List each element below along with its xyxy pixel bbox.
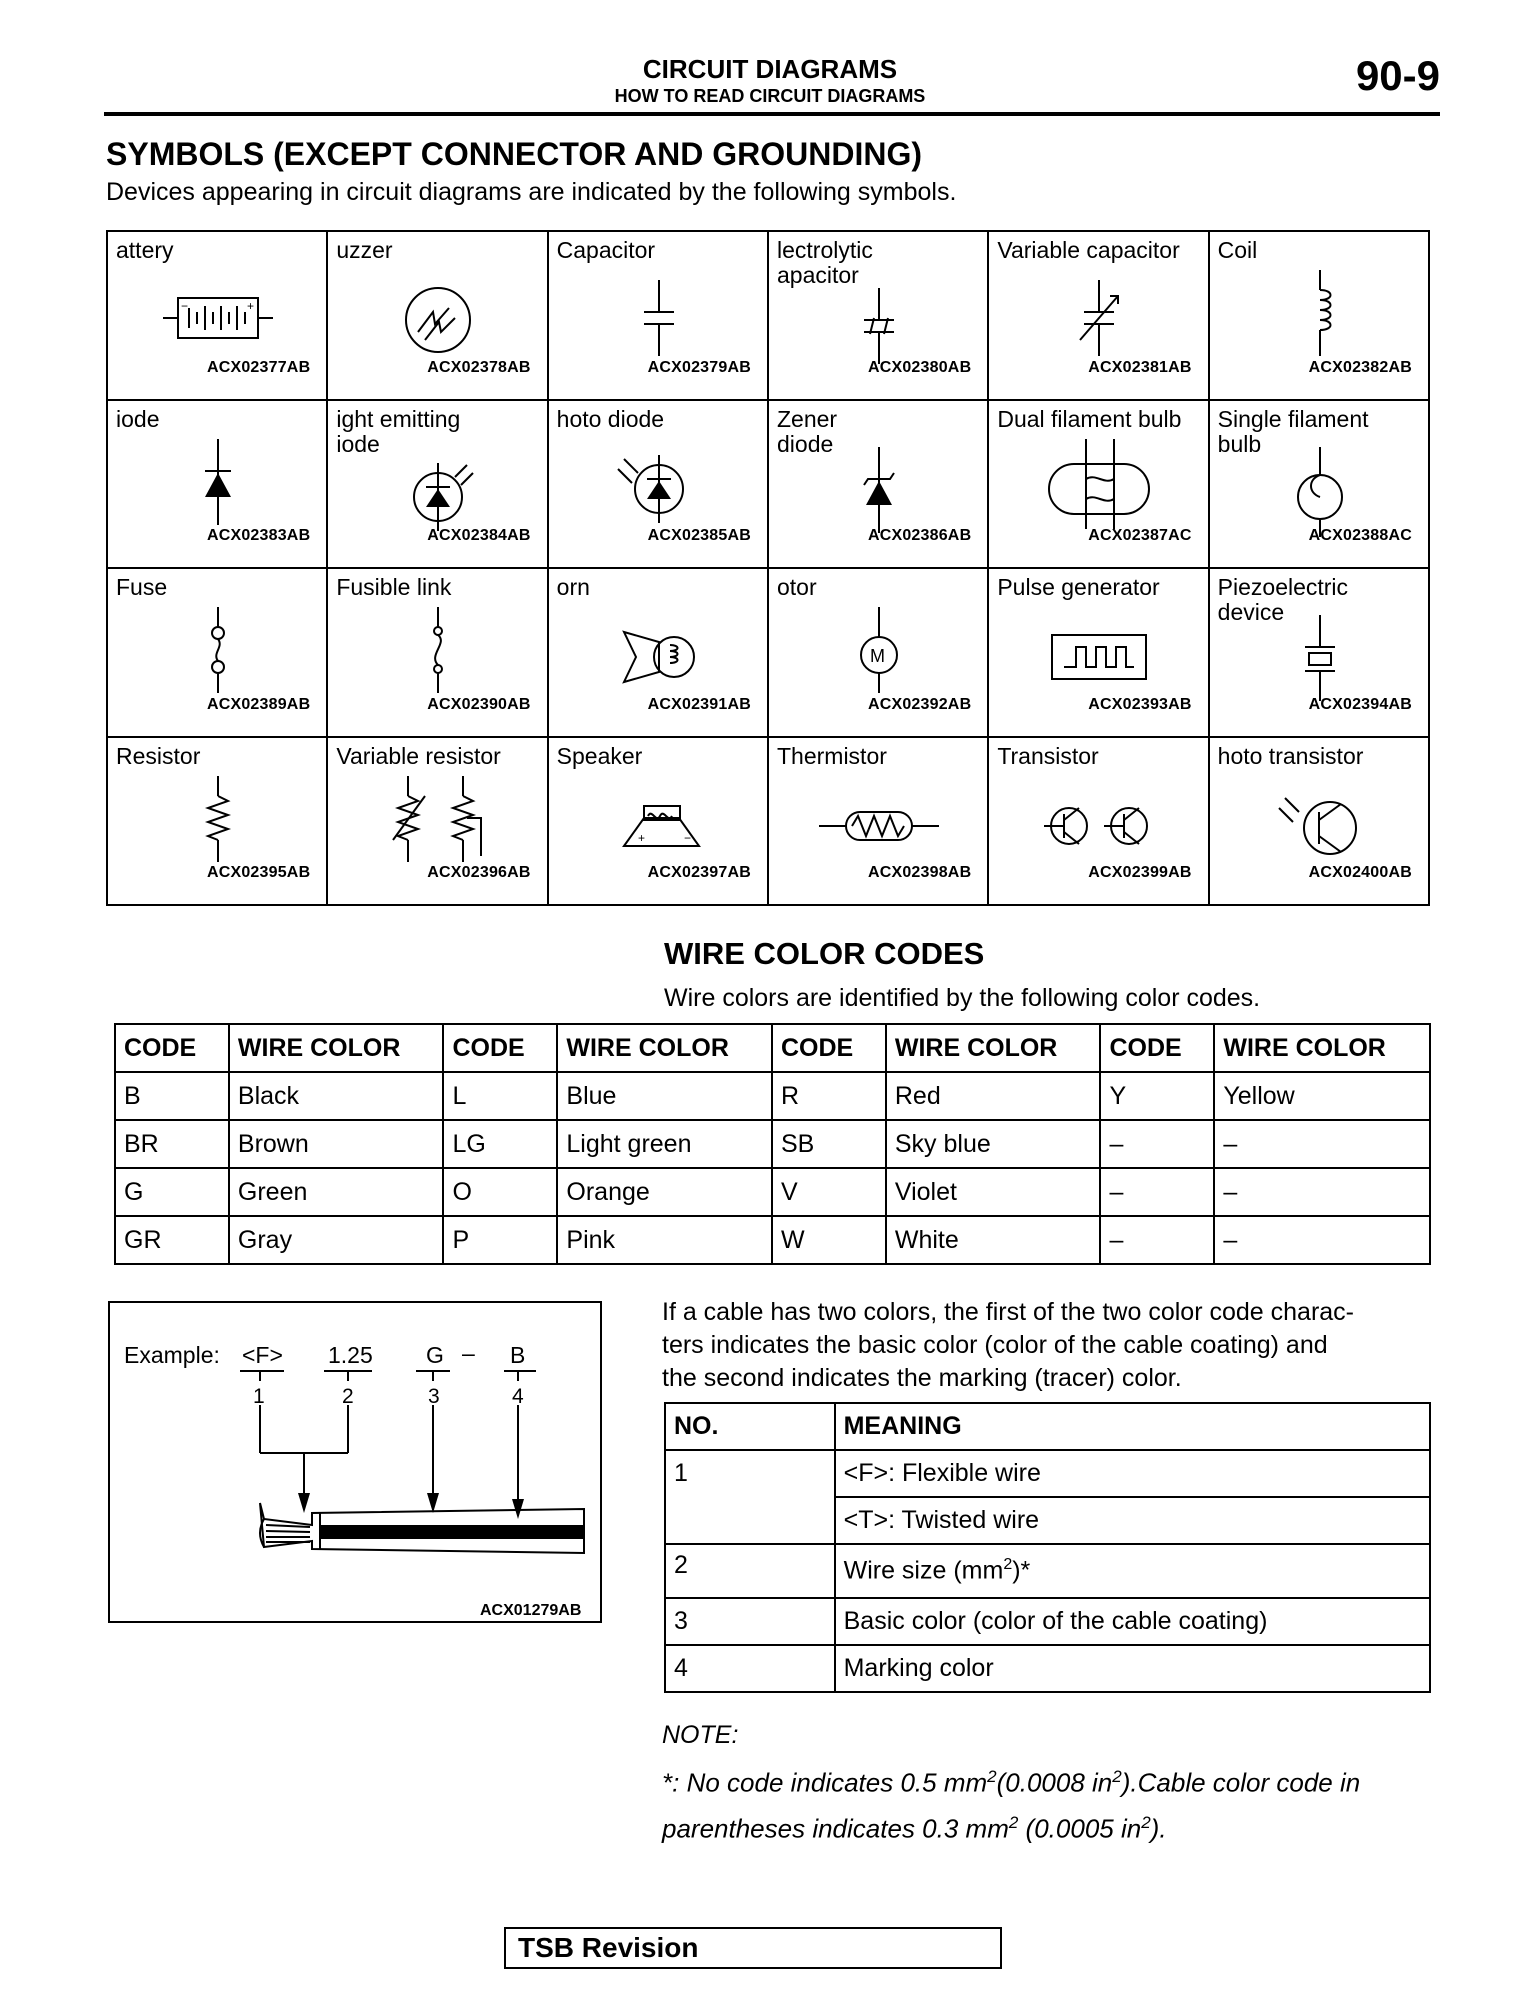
example-part-4: B — [510, 1342, 526, 1368]
symbol-name: iode — [116, 405, 160, 432]
table-cell: G — [115, 1168, 229, 1216]
speaker-icon — [584, 766, 734, 872]
example-number-1: 1 — [253, 1385, 265, 1408]
example-label: Example: — [124, 1342, 220, 1368]
symbol-cell — [549, 232, 769, 401]
column-header: NO. — [665, 1403, 835, 1450]
table-cell: <F>: Flexible wire — [835, 1450, 1430, 1497]
column-header: WIRE COLOR — [886, 1024, 1101, 1072]
dual-filament-bulb-icon — [1024, 429, 1174, 535]
table-cell: Brown — [229, 1120, 444, 1168]
column-header: WIRE COLOR — [557, 1024, 772, 1072]
symbol-code: ACX02394AB — [1308, 695, 1412, 713]
symbol-code: ACX02389AB — [206, 695, 311, 713]
symbol-cell — [989, 738, 1209, 907]
table-cell: SB — [772, 1120, 886, 1168]
example-dash: – — [462, 1340, 475, 1366]
table-cell: – — [1100, 1168, 1214, 1216]
wire-example-diagram — [110, 1303, 604, 1625]
table-cell: Basic color (color of the cable coating) — [835, 1598, 1430, 1645]
symbol-name: Thermistor — [777, 742, 887, 769]
example-part-2: 1.25 — [328, 1342, 373, 1368]
table-cell: Marking color — [835, 1645, 1430, 1692]
superscript: 2 — [1003, 1556, 1013, 1574]
photo-transistor-icon — [1245, 766, 1395, 872]
symbol-code: ACX02388AC — [1308, 527, 1412, 544]
table-cell: – — [1100, 1120, 1214, 1168]
symbol-cell — [328, 232, 548, 401]
table-cell — [835, 1544, 1430, 1598]
note-part: (0.0005 in — [1018, 1813, 1142, 1844]
table-cell: Sky blue — [886, 1120, 1101, 1168]
wire-color-table — [114, 1023, 1431, 1265]
buzzer-icon — [363, 260, 513, 366]
fusible-link-icon — [363, 597, 513, 703]
table-cell: Gray — [229, 1216, 444, 1264]
column-header: WIRE COLOR — [1214, 1024, 1430, 1072]
column-header: CODE — [115, 1024, 229, 1072]
symbol-name: Dual filament bulb — [997, 405, 1182, 432]
table-cell: Y — [1100, 1072, 1214, 1120]
table-cell: Orange — [557, 1168, 772, 1216]
table-cell: White — [886, 1216, 1101, 1264]
table-cell: 4 — [665, 1645, 835, 1692]
table-cell: 3 — [665, 1598, 835, 1645]
symbol-name: Transistor — [997, 742, 1099, 769]
table-row — [115, 1216, 1430, 1264]
table-cell: Light green — [557, 1120, 772, 1168]
symbol-name: orn — [556, 574, 590, 600]
photo-diode-icon — [584, 429, 734, 535]
symbol-name: uzzer — [336, 237, 393, 263]
symbol-name: Zener diode — [777, 405, 838, 457]
symbol-cell — [328, 738, 548, 907]
table-cell: – — [1100, 1216, 1214, 1264]
column-header: CODE — [772, 1024, 886, 1072]
symbol-name: hoto transistor — [1217, 742, 1364, 769]
symbol-cell — [769, 401, 989, 570]
symbol-cell — [769, 738, 989, 907]
superscript: 2 — [1008, 1812, 1019, 1832]
table-cell: W — [772, 1216, 886, 1264]
symbol-code: ACX02395AB — [206, 864, 311, 881]
table-row — [665, 1645, 1430, 1692]
wire-code-meaning-table — [664, 1402, 1431, 1693]
column-header: MEANING — [835, 1403, 1430, 1450]
symbol-code: ACX02385AB — [647, 527, 751, 544]
symbol-cell — [108, 738, 328, 907]
superscript: 2 — [1141, 1812, 1151, 1832]
wire-section-title: WIRE COLOR CODES — [664, 936, 985, 971]
table-cell: L — [443, 1072, 557, 1120]
wire-example-figure — [108, 1301, 602, 1623]
table-cell: GR — [115, 1216, 229, 1264]
header-subtitle: HOW TO READ CIRCUIT DIAGRAMS — [614, 86, 926, 106]
meaning-table-header-row — [665, 1403, 1430, 1450]
wire-size-text: Wire size (mm — [843, 1556, 1004, 1585]
svg-text:−: − — [683, 830, 691, 845]
table-cell: <T>: Twisted wire — [835, 1497, 1430, 1544]
table-row — [665, 1450, 1430, 1497]
note-text — [662, 1757, 1432, 1848]
table-cell: Blue — [557, 1072, 772, 1120]
symbol-cell — [1210, 569, 1430, 738]
table-cell: BR — [115, 1120, 229, 1168]
table-cell: 1 — [665, 1450, 835, 1544]
table-cell: Green — [229, 1168, 444, 1216]
symbol-code: ACX02398AB — [867, 864, 972, 881]
header-rule — [104, 112, 1440, 116]
table-cell: Black — [229, 1072, 444, 1120]
symbol-name: Piezoelectric device — [1217, 574, 1349, 625]
symbol-code: ACX02390AB — [427, 695, 531, 713]
symbol-cell — [1210, 232, 1430, 401]
symbol-code: ACX02377AB — [206, 358, 311, 376]
symbol-cell — [328, 401, 548, 570]
symbol-cell — [989, 232, 1209, 401]
pulse-generator-icon — [1024, 597, 1174, 703]
table-cell: O — [443, 1168, 557, 1216]
symbols-section-title: SYMBOLS (EXCEPT CONNECTOR AND GROUNDING) — [106, 136, 923, 172]
thermistor-icon — [804, 766, 954, 872]
symbol-name: Variable capacitor — [997, 237, 1180, 263]
example-part-3: G — [426, 1342, 444, 1368]
note-part: ).Cable color code in — [1121, 1767, 1361, 1798]
example-number-4: 4 — [512, 1385, 524, 1408]
note-part: parentheses indicates 0.3 mm — [662, 1813, 1009, 1844]
symbol-cell — [108, 232, 328, 401]
column-header: CODE — [443, 1024, 557, 1072]
symbol-name: Capacitor — [556, 237, 656, 263]
column-header: WIRE COLOR — [229, 1024, 444, 1072]
battery-icon — [143, 260, 293, 366]
fuse-icon — [143, 597, 293, 703]
svg-text:M: M — [870, 646, 885, 666]
note-part: (0.0008 in — [996, 1767, 1113, 1798]
symbol-code: ACX02397AB — [647, 864, 751, 881]
example-number-3: 3 — [428, 1385, 440, 1408]
symbol-code: ACX02393AB — [1088, 695, 1192, 713]
svg-text:+: + — [637, 830, 645, 845]
wire-section-intro: Wire colors are identified by the following color codes. — [664, 984, 1261, 1012]
symbol-cell — [1210, 401, 1430, 570]
symbol-name: Fuse — [116, 574, 168, 600]
table-cell: Yellow — [1214, 1072, 1430, 1120]
variable-capacitor-icon — [1024, 260, 1174, 366]
symbols-table — [106, 230, 1430, 906]
resistor-icon — [143, 766, 293, 872]
table-cell: 2 — [665, 1544, 835, 1598]
example-number-2: 2 — [342, 1385, 354, 1408]
diode-icon — [143, 429, 293, 535]
symbol-name: Variable resistor — [336, 742, 501, 769]
symbol-cell — [108, 401, 328, 570]
table-cell: B — [115, 1072, 229, 1120]
table-cell: – — [1214, 1216, 1430, 1264]
symbol-name: attery — [116, 237, 174, 263]
example-part-1: <F> — [242, 1342, 283, 1368]
symbol-name: Coil — [1217, 237, 1258, 263]
capacitor-icon — [584, 260, 734, 366]
symbols-section-intro: Devices appearing in circuit diagrams are indicated by the following symbols. — [106, 178, 957, 206]
symbol-code: ACX02382AB — [1308, 358, 1412, 376]
symbol-cell — [108, 569, 328, 738]
symbol-cell — [549, 738, 769, 907]
symbol-code: ACX02378AB — [427, 358, 531, 376]
symbol-name: ight emitting iode — [336, 405, 461, 457]
symbol-cell — [1210, 738, 1430, 907]
table-row — [665, 1598, 1430, 1645]
wire-table-header-row — [115, 1024, 1430, 1072]
table-row — [115, 1072, 1430, 1120]
symbol-name: hoto diode — [556, 405, 665, 432]
transistor-icon — [1024, 766, 1174, 872]
table-row — [115, 1168, 1430, 1216]
symbol-code: ACX02379AB — [647, 358, 751, 376]
symbol-name: lectrolytic apacitor — [777, 237, 873, 288]
table-cell: – — [1214, 1168, 1430, 1216]
symbol-code: ACX02386AB — [867, 527, 972, 544]
wire-size-tail: )* — [1012, 1556, 1031, 1585]
note-heading: NOTE: — [662, 1721, 739, 1749]
note-part: *: No code indicates 0.5 mm — [662, 1767, 988, 1798]
table-cell: LG — [443, 1120, 557, 1168]
symbol-cell — [769, 232, 989, 401]
symbol-cell — [549, 569, 769, 738]
table-row — [115, 1120, 1430, 1168]
table-cell: R — [772, 1072, 886, 1120]
table-cell: P — [443, 1216, 557, 1264]
table-row — [665, 1544, 1430, 1598]
symbol-name: Pulse generator — [997, 574, 1160, 600]
symbol-code: ACX02387AC — [1088, 527, 1192, 544]
symbol-code: ACX02399AB — [1088, 864, 1192, 881]
symbol-code: ACX02400AB — [1308, 864, 1412, 881]
symbol-cell — [989, 569, 1209, 738]
note-part: ). — [1150, 1813, 1167, 1844]
page-number: 90-9 — [1355, 52, 1440, 99]
symbol-code: ACX02381AB — [1088, 358, 1192, 376]
symbol-cell — [769, 569, 989, 738]
svg-text:+: + — [247, 299, 255, 313]
symbol-cell — [328, 569, 548, 738]
symbol-code: ACX02384AB — [427, 527, 531, 544]
symbol-name: Fusible link — [336, 574, 452, 600]
svg-text:−: − — [181, 299, 189, 313]
superscript: 2 — [1112, 1767, 1122, 1786]
tsb-revision-box: TSB Revision — [504, 1927, 1002, 1969]
symbol-code: ACX02380AB — [867, 358, 972, 376]
symbol-name: Single filament bulb — [1217, 405, 1369, 457]
symbol-code: ACX02392AB — [867, 695, 972, 713]
variable-resistor-icon — [363, 766, 513, 872]
table-cell: V — [772, 1168, 886, 1216]
symbol-code: ACX02383AB — [206, 527, 311, 544]
table-cell: Violet — [886, 1168, 1101, 1216]
two-color-explanation: If a cable has two colors, the first of the two color code charac- ters indicates the basic color (color of the cable coating) and the second indicates the marking (tracer) color. — [662, 1298, 1354, 1392]
coil-icon — [1245, 260, 1395, 366]
superscript: 2 — [987, 1767, 997, 1786]
motor-icon — [804, 597, 954, 703]
symbol-code: ACX02391AB — [647, 695, 751, 713]
symbol-name: otor — [777, 574, 817, 600]
header-title: CIRCUIT DIAGRAMS — [642, 54, 898, 84]
symbol-cell — [989, 401, 1209, 570]
symbol-cell — [549, 401, 769, 570]
table-cell: Pink — [557, 1216, 772, 1264]
column-header: CODE — [1100, 1024, 1214, 1072]
horn-icon — [584, 597, 734, 703]
symbol-name: Resistor — [116, 742, 201, 769]
table-cell: Red — [886, 1072, 1101, 1120]
table-cell: – — [1214, 1120, 1430, 1168]
symbol-code: ACX02396AB — [427, 864, 531, 881]
symbol-name: Speaker — [556, 742, 643, 769]
example-figure-code: ACX01279AB — [480, 1602, 582, 1619]
